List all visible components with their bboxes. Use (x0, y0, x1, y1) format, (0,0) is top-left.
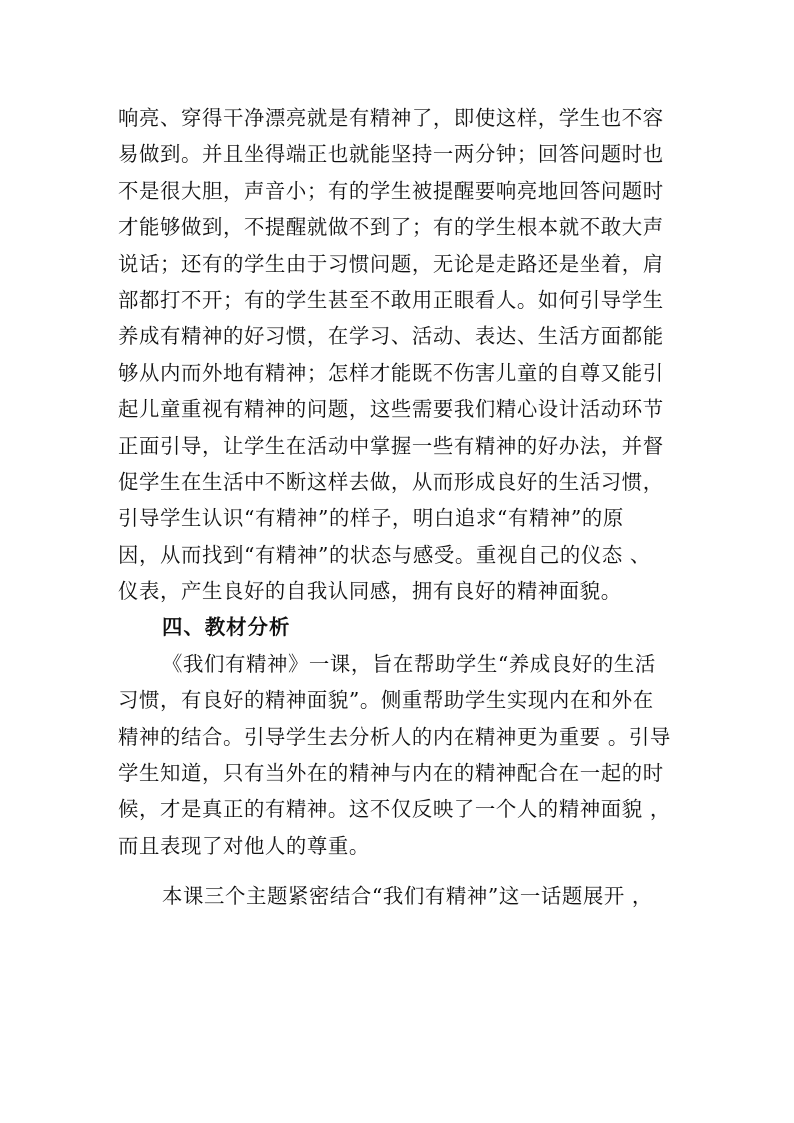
text-line: 仪表，产生良好的自我认同感，拥有良好的精神面貌。 (118, 579, 622, 604)
section-heading: 四、教材分析 (162, 615, 291, 640)
text-line: 习惯，有良好的精神面貌”。侧重帮助学生实现内在和外在 (118, 688, 654, 713)
text-line: 促学生在生活中不断这样去做，从而形成良好的生活习惯， (118, 469, 664, 494)
text-line: 部都打不开；有的学生甚至不敢用正眼看人。如何引导学生 (118, 287, 664, 312)
text-line: 不是很大胆，声音小；有的学生被提醒要响亮地回答问题时 (118, 178, 664, 203)
text-line: 说话；还有的学生由于习惯问题，无论是走路还是坐着，肩 (118, 251, 664, 276)
text-line: 候，才是真正的有精神。这不仅反映了一个人的精神面貌 ， (118, 797, 671, 822)
text-line: 本课三个主题紧密结合“我们有精神”这一话题展开 ， (162, 884, 653, 909)
paragraph-student-habits (118, 100, 678, 609)
text-line: 精神的结合。引导学生去分析人的内在精神更为重要 。引导 (118, 724, 671, 749)
text-line: 养成有精神的好习惯，在学习、活动、表达、生活方面都能 (118, 324, 664, 349)
text-line: 易做到。并且坐得端正也就能坚持一两分钟；回答问题时也 (118, 142, 664, 167)
text-line: 起儿童重视有精神的问题，这些需要我们精心设计活动环节 (118, 397, 664, 422)
text-line: 《我们有精神》一课，旨在帮助学生“养成良好的生活 (162, 651, 656, 676)
text-line: 而且表现了对他人的尊重。 (118, 833, 370, 858)
text-line: 正面引导，让学生在活动中掌握一些有精神的好办法，并督 (118, 433, 664, 458)
paragraph-spacer (118, 864, 678, 878)
text-line: 够从内而外地有精神；怎样才能既不伤害儿童的自尊又能引 (118, 360, 664, 385)
text-line: 响亮、穿得干净漂亮就是有精神了，即使这样，学生也不容 (118, 106, 664, 130)
text-line: 才能够做到，不提醒就做不到了；有的学生根本就不敢大声 (118, 215, 664, 240)
text-line: 学生知道，只有当外在的精神与内在的精神配合在一起的时 (118, 761, 664, 786)
text-line: 因，从而找到“有精神”的状态与感受。重视自己的仪态 、 (118, 542, 651, 567)
text-line: 引导学生认识“有精神”的样子，明白追求“有精神”的原 (118, 506, 624, 531)
document-page (118, 100, 678, 915)
paragraph-three-themes (118, 878, 678, 914)
paragraph-textbook-analysis (118, 646, 678, 864)
